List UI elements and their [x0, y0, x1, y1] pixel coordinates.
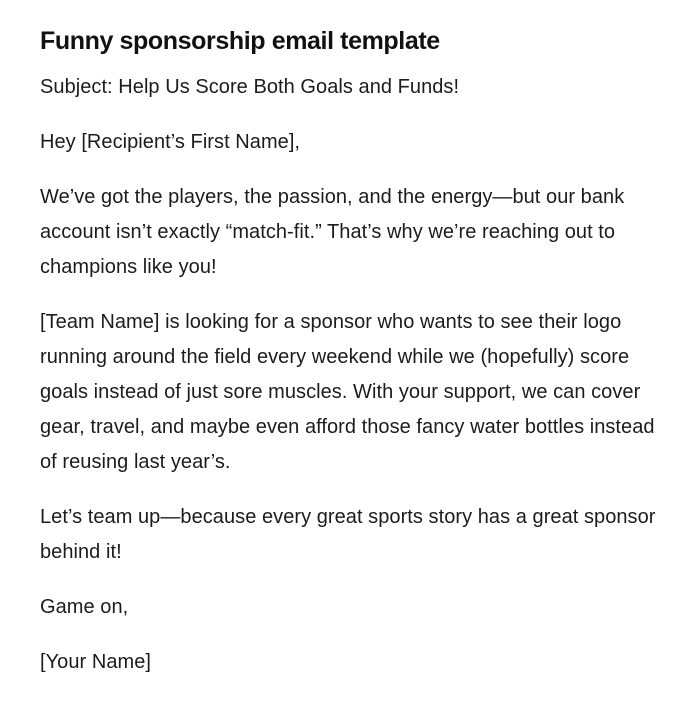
- email-sign-off: Game on,: [40, 596, 129, 618]
- page-title: Funny sponsorship email template: [40, 27, 440, 55]
- email-greeting: Hey [Recipient’s First Name],: [40, 131, 301, 153]
- email-signature: [Your Name]: [40, 651, 151, 673]
- email-paragraph-closing: Let’s team up—because every great sports story has a great sponsor behind it!: [40, 506, 656, 563]
- email-paragraph-intro: We’ve got the players, the passion, and the energy—but our bank account isn’t exactly “match-fit.” That’s why we’re reaching out to champions like you!: [40, 186, 625, 278]
- email-paragraph-pitch: [Team Name] is looking for a sponsor who wants to see their logo running around the field every weekend while we (hopefully) score goals instead of just sore muscles. With your support, we can cover gear, travel, and maybe even afford those fancy water bottles instead of reusing last year’s.: [40, 311, 655, 473]
- email-subject-line: Subject: Help Us Score Both Goals and Funds!: [40, 76, 460, 98]
